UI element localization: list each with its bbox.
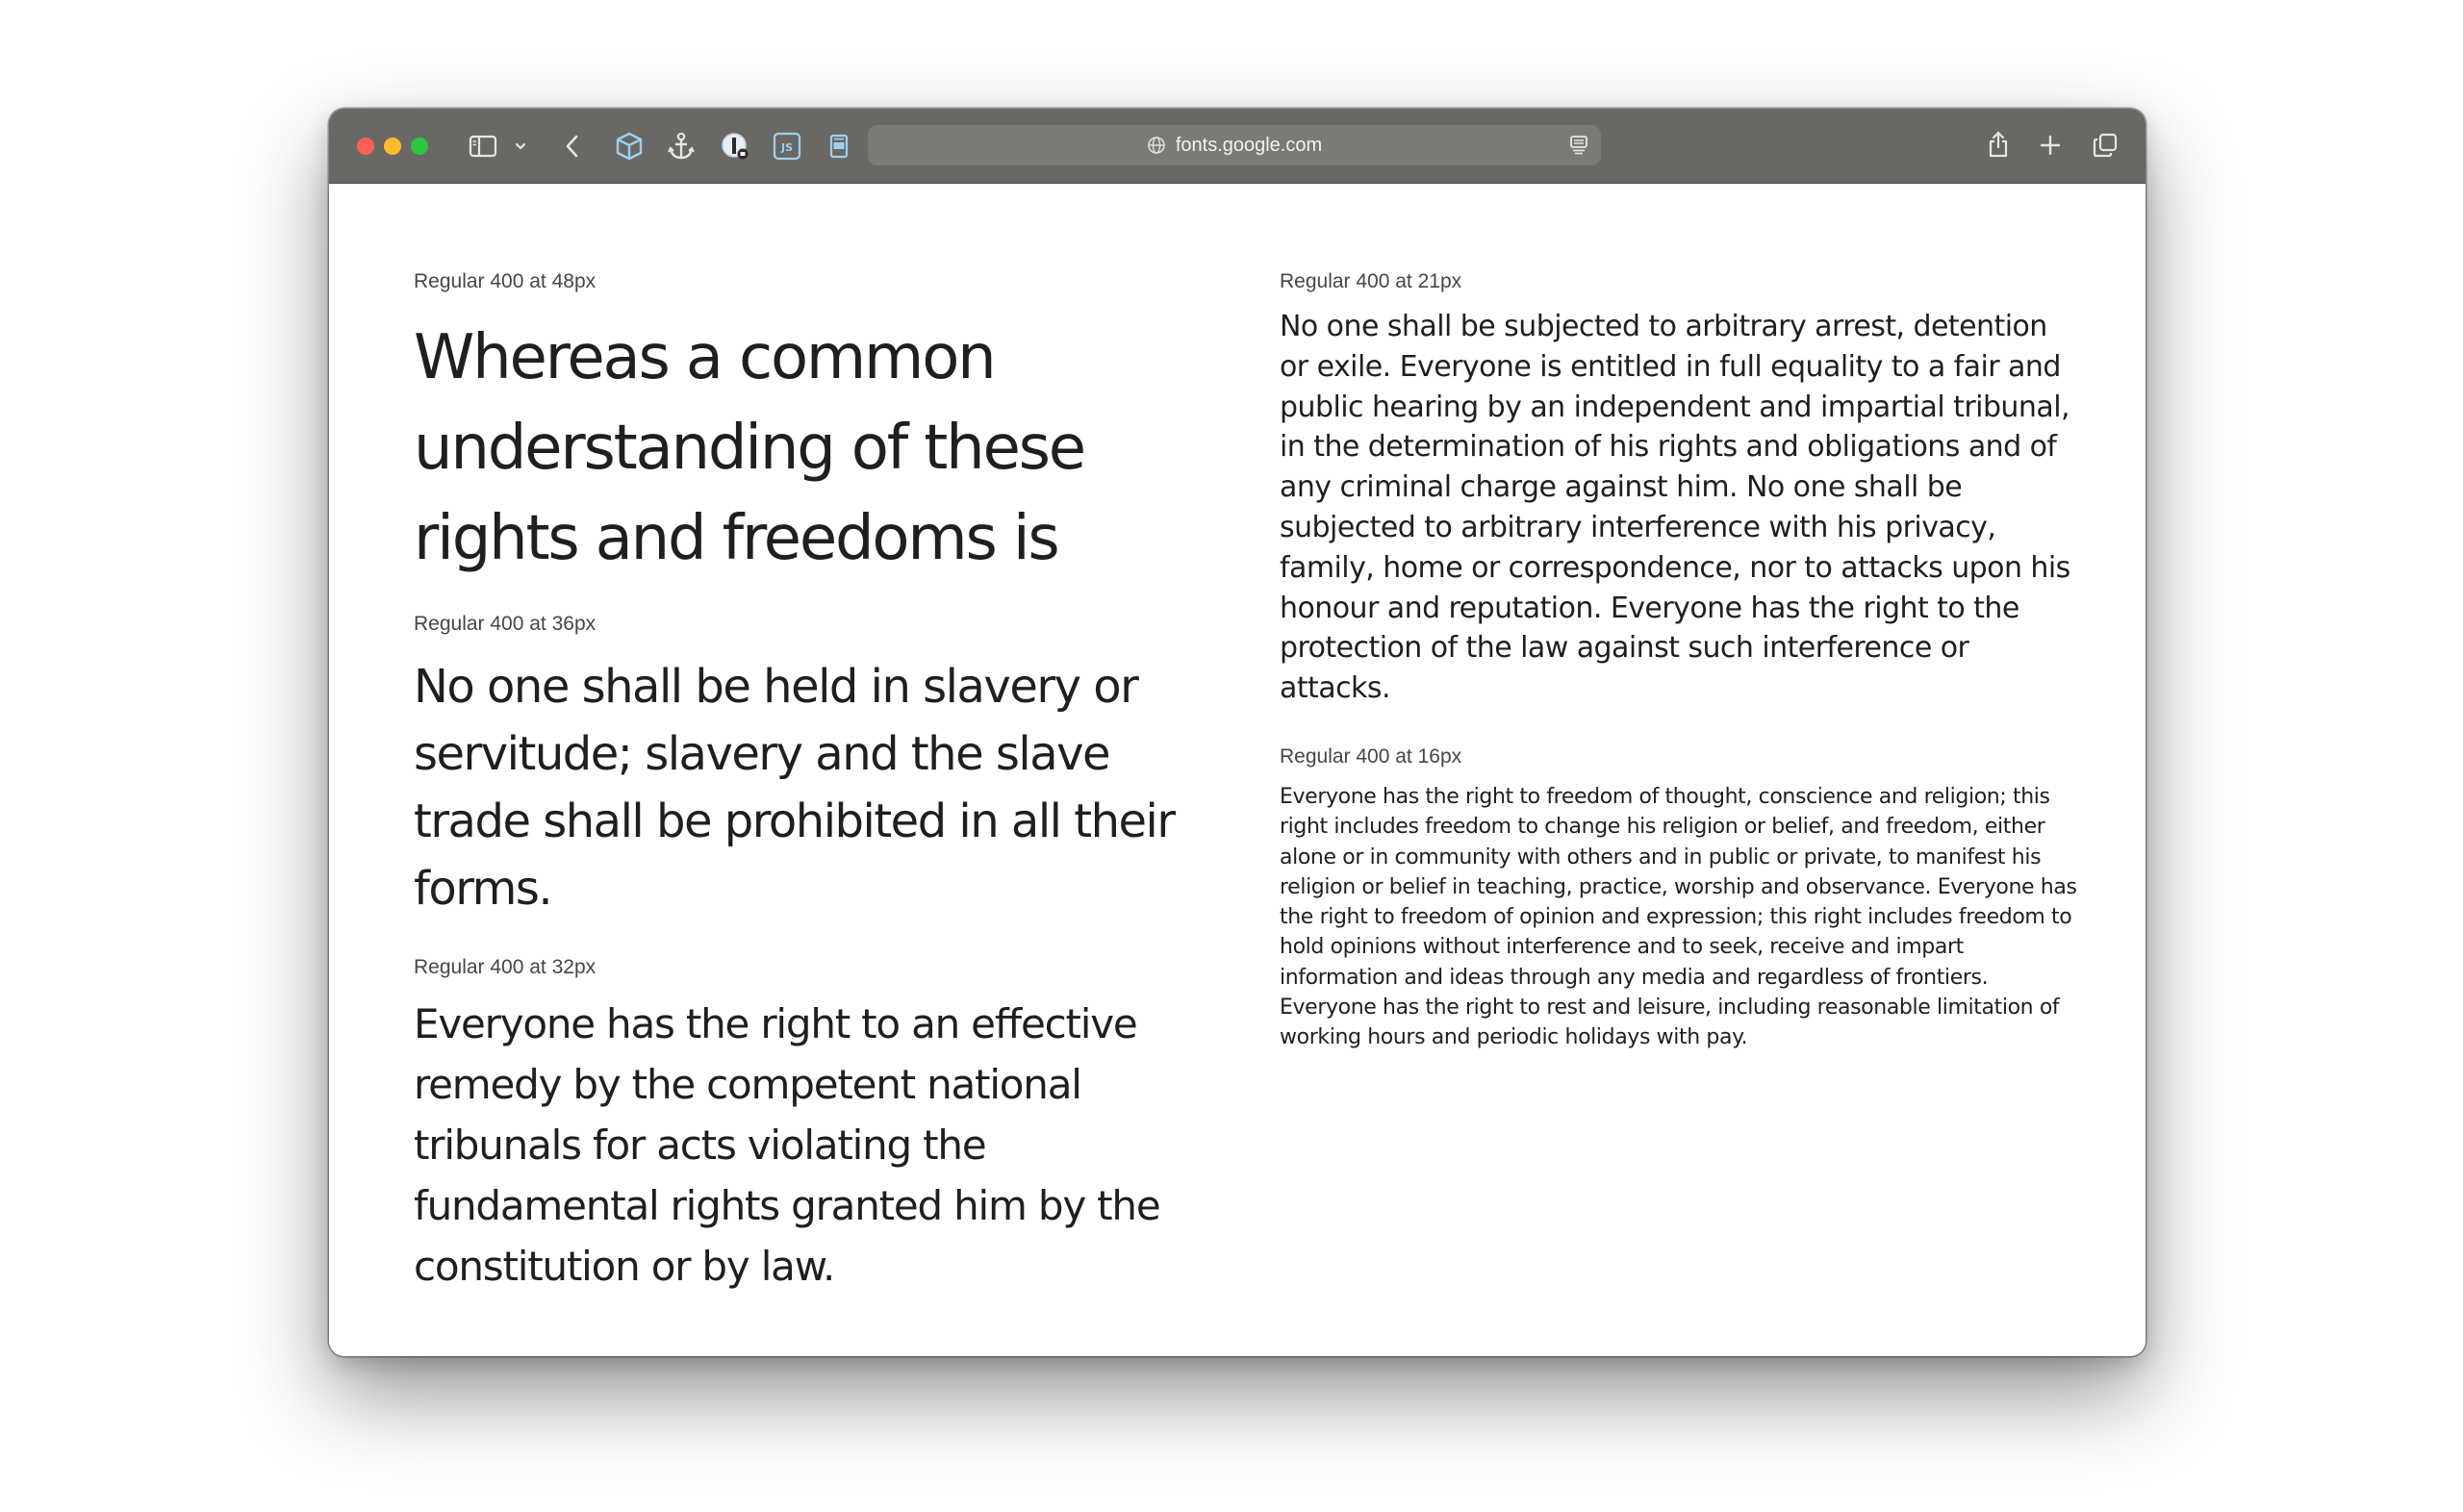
globe-icon [1147,136,1166,155]
url-text: fonts.google.com [1175,134,1323,156]
sample-text: Whereas a common understanding of these rights and freedoms is [414,322,1084,574]
sample-label: Regular 400 at 21px [1280,270,1462,292]
sample-label: Regular 400 at 32px [414,956,597,978]
minimize-window-button[interactable] [384,138,401,155]
toolbar [329,109,2146,184]
sample-text: Everyone has the right to an effective remedy by the competent national tribunals for acts violating the fundamental rights granted him by the constitution or by law. [414,1000,1160,1290]
tabs-icon[interactable] [2090,130,2120,161]
chevron-down-icon[interactable] [513,139,528,154]
js-icon[interactable] [772,131,802,162]
page-content [329,184,2146,1356]
sample-label: Regular 400 at 36px [414,613,597,635]
address-bar[interactable] [868,125,1601,165]
sample-text: No one shall be held in slavery or servitude; slavery and the slave trade shall be prohibited in all their forms. [414,660,1175,916]
sample-label: Regular 400 at 48px [414,270,597,292]
printer-icon[interactable] [826,131,851,162]
share-icon[interactable] [1984,127,2013,162]
sample-text: Everyone has the right to freedom of thought, conscience and religion; this right includes freedom to change his religion or belief, and freedom, either alone or in community with others and in public or private, to manifest his religion or belief in teaching, practice, worship and observance. Everyone has the right to freedom of opinion and expression; this right includes freedom to hold opinions without interference and to seek, receive and impart information and ideas through any media and regardless of frontiers. Everyone has the right to rest and leisure, including reasonable limitation of working hours and periodic holidays with pay. [1280,785,2077,1050]
cube-icon[interactable] [613,130,646,163]
sample-label: Regular 400 at 16px [1280,745,1462,768]
back-icon[interactable] [562,131,583,162]
svg-text:JS: JS [780,141,794,154]
anchor-icon[interactable] [666,130,697,163]
zoom-window-button[interactable] [411,138,428,155]
extension-icon[interactable] [719,130,751,163]
plus-icon[interactable] [2036,131,2065,160]
reader-icon[interactable] [1567,134,1590,157]
sample-text: No one shall be subjected to arbitrary arrest, detention or exile. Everyone is entitled in full equality to a fair and public hearing by an independent and impartial tribunal, in the determination of his rights and obligations and of any criminal charge against him. No one shall be subjected to arbitrary interference with his privacy, family, home or correspondence, nor to attacks upon his honour and reputation. Everyone has the right to the protection of the law against such interference or attacks. [1280,310,2070,706]
close-window-button[interactable] [357,138,374,155]
browser-window [329,109,2146,1356]
sidebar-icon[interactable] [467,132,499,161]
